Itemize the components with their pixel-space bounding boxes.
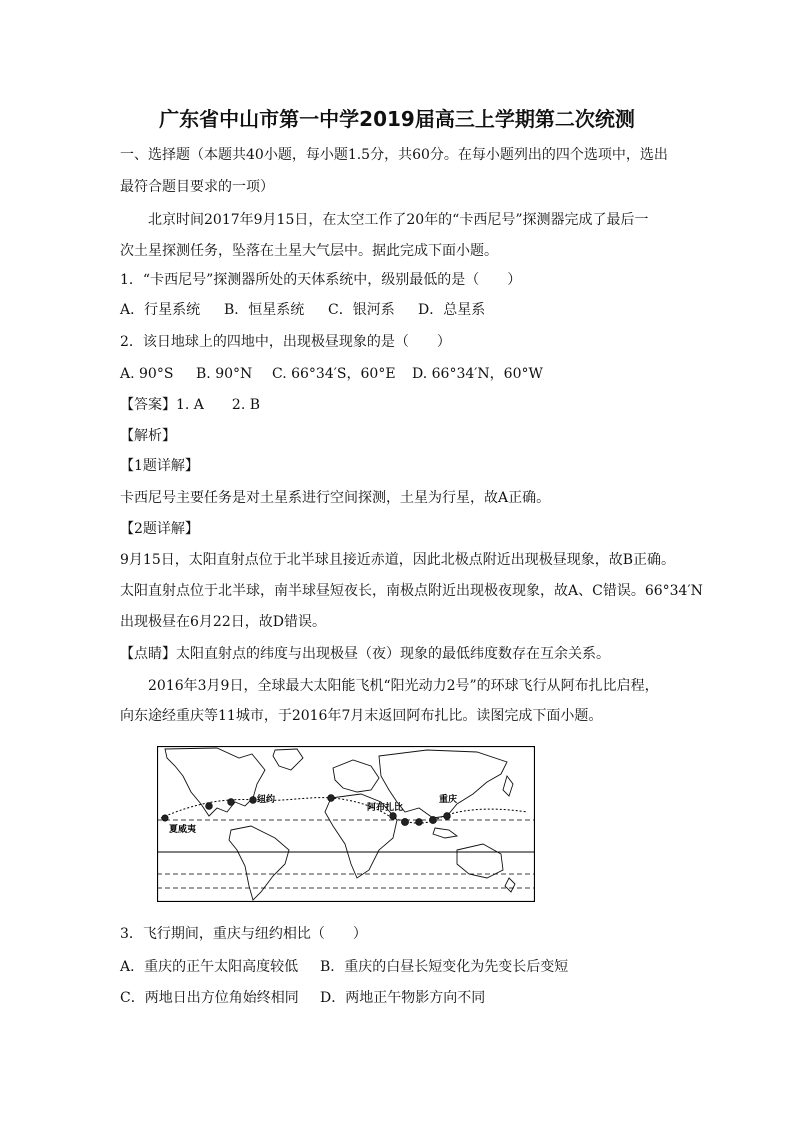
world-map-figure [157, 746, 535, 902]
stop-4 [328, 795, 335, 802]
q1-option-d: D．总星系 [418, 302, 486, 318]
q2-stem: 2．该日地球上的四地中，出现极昼现象的是（ ） [120, 334, 451, 350]
stop-2 [228, 799, 235, 806]
label-abudhabi: 阿布扎比 [367, 803, 404, 813]
passage2-line1: 2016年3月9日，全球最大太阳能飞机“阳光动力2号”的环球飞行从阿布扎比启程， [148, 678, 659, 694]
q3-option-b: B．重庆的白昼长短变化为先变长后变短 [320, 959, 569, 975]
passage1-line1: 北京时间2017年9月15日，在太空工作了20年的“卡西尼号”探测器完成了最后一 [148, 212, 649, 228]
page-title: 广东省中山市第一中学2019届高三上学期第二次统测 [159, 107, 635, 131]
q2-option-c: C. 66°34′S，60°E [272, 366, 396, 382]
section-header-line1: 一、选择题（本题共40小题，每小题1.5分，共60分。在每小题列出的四个选项中，选出 [120, 147, 668, 163]
stop-3 [250, 797, 257, 804]
detail2-line3: 出现极昼在6月22日，故D错误。 [120, 614, 326, 630]
q3-options-row1 [120, 957, 568, 977]
detail2-line2: 太阳直射点位于北半球，南半球昼短夜长，南极点附近出现极夜现象，故A、C错误。66°34′N [120, 583, 703, 599]
analysis-label: 【解析】 [120, 428, 176, 444]
q3-options-row2 [120, 988, 485, 1008]
stop-5 [390, 813, 397, 820]
stop-hawaii [162, 815, 168, 821]
stop-9 [444, 813, 451, 820]
section-header-line2: 最符合题目要求的一项） [120, 179, 274, 195]
q1-option-c: C．银河系 [328, 302, 395, 318]
q1-option-b: B．恒星系统 [224, 302, 305, 318]
tip: 【点睛】太阳直射点的纬度与出现极昼（夜）现象的最低纬度数存在互余关系。 [120, 646, 610, 662]
detail2-line1: 9月15日，太阳直射点位于北半球且接近赤道，因此北极点附近出现极昼现象，故B正确。 [120, 552, 676, 568]
stop-1 [206, 803, 213, 810]
passage2-line2: 向东途经重庆等11城市，于2016年7月末返回阿布扎比。读图完成下面小题。 [120, 708, 603, 724]
stop-7 [416, 819, 423, 826]
q3-option-a: A．重庆的正午太阳高度较低 [120, 959, 299, 975]
detail2-label: 【2题详解】 [120, 521, 199, 537]
q1-options [120, 300, 485, 320]
label-chongqing: 重庆 [439, 795, 458, 805]
q3-stem: 3．飞行期间，重庆与纽约相比（ ） [120, 926, 367, 942]
q2-option-b: B. 90°N [196, 366, 253, 382]
passage1-line2: 次土星探测任务，坠落在土星大气层中。据此完成下面小题。 [120, 243, 498, 259]
q1-option-a: A．行星系统 [120, 302, 201, 318]
label-newyork: 纽约 [257, 795, 276, 805]
q2-option-a: A. 90°S [120, 366, 174, 382]
stop-8 [429, 816, 436, 823]
label-hawaii: 夏威夷 [169, 825, 197, 835]
detail1-label: 【1题详解】 [120, 458, 199, 474]
q2-option-d: D. 66°34′N，60°W [412, 366, 543, 382]
q3-option-d: D．两地正午物影方向不同 [320, 990, 486, 1006]
q3-option-c: C．两地日出方位角始终相同 [120, 990, 299, 1006]
detail1-text: 卡西尼号主要任务是对土星系进行空间探测，土星为行星，故A正确。 [120, 490, 551, 506]
answer: 【答案】1. A 2. B [120, 397, 261, 413]
map-frame [158, 747, 535, 902]
q1-stem: 1．“卡西尼号”探测器所处的天体系统中，级别最低的是（ ） [120, 272, 522, 288]
stop-6 [401, 818, 408, 825]
q2-options [120, 364, 543, 384]
